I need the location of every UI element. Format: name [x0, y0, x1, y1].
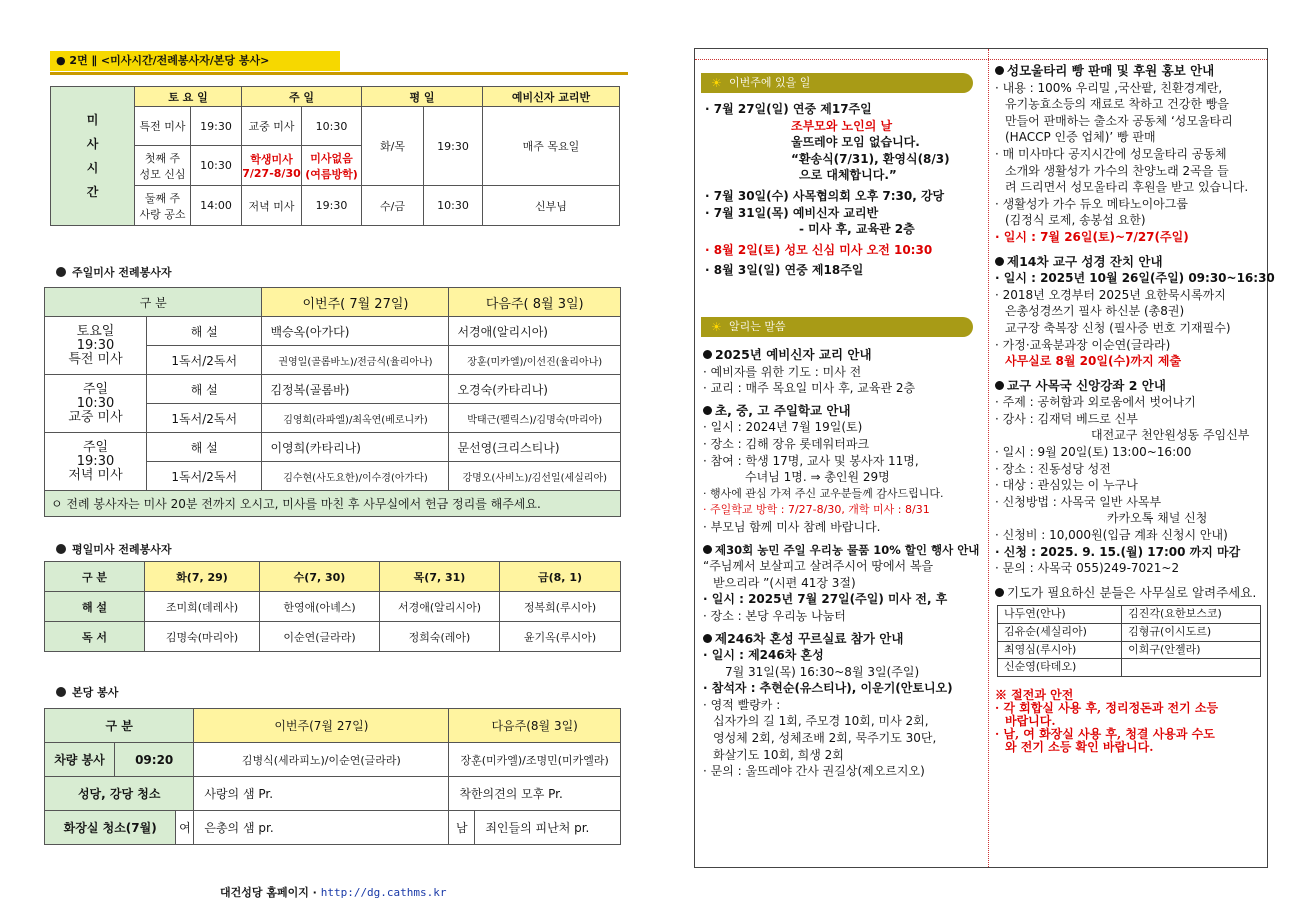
cell: 첫째 주 성모 신심 — [135, 146, 191, 186]
sunday-note: ㅇ 전례 봉사자는 미사 20분 전까지 오시고, 미사를 마친 후 사무실에서 헌금 정리를 해주세요. — [45, 491, 621, 517]
notice-line: 소개와 생활성가 가수의 찬양노래 2곡을 들 — [1005, 163, 1229, 178]
cell: 학생미사 7/27-8/30 — [242, 146, 302, 186]
notice-heading: 제30회 농민 주일 우리농 물품 10% 할인 행사 안내 — [703, 542, 979, 559]
notice-line: · 생활성가 가수 듀오 메타노이아그룹 — [995, 196, 1188, 211]
notice-line: · 일시 : 7월 26일(토)~7/27(주일) — [995, 229, 1189, 244]
notice-line: · 내용 : 100% 우리밀 ,국산팥, 친환경계란, — [995, 80, 1223, 95]
cell: 김정복(골롬바) — [262, 375, 449, 404]
top-divider — [695, 59, 1267, 60]
safety-line: 와 전기 소등 확인 바랍니다. — [1005, 739, 1154, 754]
notice-line: · 2018년 오경부터 2025년 요한묵시록까지 — [995, 287, 1226, 302]
cell: 서경애(알리시아) — [380, 592, 500, 622]
cell: 1독서/2독서 — [147, 346, 262, 375]
safety-line: ※ 절전과 안전 — [995, 687, 1074, 702]
notice-line: · 예비자를 위한 기도 : 미사 전 — [703, 364, 862, 379]
notice-line: · 교리 : 매주 목요일 미사 후, 교육관 2층 — [703, 381, 916, 396]
cell: 죄인들의 피난처 pr. — [475, 811, 621, 845]
notice-line: · 문의 : 사목국 055)249-7021~2 — [995, 561, 1180, 576]
row-label: 해 설 — [45, 592, 145, 622]
header-rule — [50, 72, 628, 75]
head-cell: 이번주(7월 27일) — [194, 709, 449, 743]
safety-line: · 각 회합실 사용 후, 정리정돈과 전기 소등 — [995, 700, 1219, 715]
footer-label: 대건성당 홈페이지 · — [220, 886, 317, 899]
notice-line: · 가정·교육분과장 이순연(글라라) — [995, 337, 1171, 352]
notice-line: (김정식 로제, 송봉섭 요한) — [1005, 213, 1146, 228]
notice-line: · 일시 : 2025년 10월 26일(주일) 09:30~16:30 — [995, 271, 1275, 286]
cell: 여 — [176, 811, 194, 845]
col-weekday: 평 일 — [362, 87, 483, 107]
cell: 김형규(이시도르) — [1122, 624, 1261, 642]
notice-heading: 제14차 교구 성경 잔치 안내 — [995, 254, 1275, 271]
notice-line: 받으리라 ”(시편 41장 3절) — [713, 575, 856, 590]
group-label: 주일 19:30 저녁 미사 — [45, 433, 147, 491]
cell: 김병식(세라피노)/이순연(글라라) — [194, 743, 449, 777]
notices-pill — [701, 317, 973, 337]
cell: 정희숙(레아) — [380, 622, 500, 652]
head-cell: 이번주( 7월 27일) — [262, 288, 449, 317]
cell: 윤기옥(루시아) — [500, 622, 621, 652]
cell: 오경숙(카타리나) — [449, 375, 621, 404]
cell: 14:00 — [191, 186, 242, 226]
notices-right — [995, 63, 1275, 754]
event-line: 조부모와 노인의 날 — [791, 118, 893, 133]
col-catechumen: 예비신자 교리반 — [483, 87, 620, 107]
section-header — [50, 49, 628, 75]
parish-service-title-text: 본당 봉사 — [72, 686, 119, 699]
cell: 김유순(세실리아) — [998, 624, 1122, 642]
cell: 장훈(미카엘)/이선진(율리아나) — [449, 346, 621, 375]
head-cell: 구 분 — [45, 709, 194, 743]
notices-left — [703, 347, 979, 780]
row-label: 09:20 — [115, 743, 194, 777]
this-week-pill-text: 이번주에 있을 일 — [729, 76, 811, 89]
sunday-servers-title-text: 주일미사 전례봉사자 — [72, 266, 172, 279]
sun-icon: ☀ — [711, 76, 722, 90]
cell: 미사없음 (여름방학) — [302, 146, 362, 186]
notice-heading: 기도가 필요하신 분들은 사무실로 알려주세요. — [995, 585, 1275, 602]
bullet-icon — [56, 687, 66, 697]
cell: 나두연(안나) — [998, 606, 1122, 624]
notice-line: · 매 미사마다 공지시간에 성모울타리 공동체 — [995, 146, 1227, 161]
cell: 저녁 미사 — [242, 186, 302, 226]
notice-line: · 일시 : 2025년 7월 27일(주일) 미사 전, 후 — [703, 592, 948, 607]
cell: 19:30 — [424, 107, 483, 186]
cell: 매주 목요일 — [483, 107, 620, 186]
cell: 이순연(글라라) — [260, 622, 380, 652]
cell: 권영일(골롬바노)/전금식(율리아나) — [262, 346, 449, 375]
notice-line: 영성체 2회, 성체조배 2회, 묵주기도 30단, — [713, 731, 937, 746]
cell: 문선영(크리스티나) — [449, 433, 621, 462]
cell: 최영심(루시아) — [998, 641, 1122, 659]
head-cell: 수(7, 30) — [260, 562, 380, 592]
notice-line: · 신청 : 2025. 9. 15.(월) 17:00 까지 마감 — [995, 544, 1241, 559]
notice-line: · 참여 : 학생 17명, 교사 및 봉사자 11명, — [703, 453, 919, 468]
sun-icon: ☀ — [711, 320, 722, 334]
notice-line: 사무실로 8월 20일(수)까지 제출 — [1005, 354, 1182, 369]
notice-line: · 행사에 관심 가져 주신 교우분들께 감사드립니다. — [703, 486, 944, 500]
cell: 해 설 — [147, 433, 262, 462]
sunday-servers-title — [56, 264, 171, 280]
cell: 서경애(알리시아) — [449, 317, 621, 346]
notice-heading: 제246차 혼성 꾸르실료 참가 안내 — [703, 631, 979, 648]
cell: 은총의 샘 pr. — [194, 811, 449, 845]
bullet-icon — [56, 544, 66, 554]
cell: 사랑의 샘 Pr. — [194, 777, 449, 811]
group-label: 토요일 19:30 특전 미사 — [45, 317, 147, 375]
notice-line: 은총성경쓰기 필사 하신분 (총8권) — [1005, 304, 1185, 319]
cell: 교중 미사 — [242, 107, 302, 146]
notice-line: 대전교구 천안원성동 주임신부 — [1091, 428, 1250, 443]
notice-line: · 영적 빨랑카 : — [703, 697, 781, 712]
notice-line: · 일시 : 9월 20일(토) 13:00~16:00 — [995, 445, 1192, 460]
notices-pill-text: 알리는 말씀 — [729, 320, 786, 333]
head-cell: 목(7, 31) — [380, 562, 500, 592]
head-cell: 다음주(8월 3일) — [449, 709, 621, 743]
cell: 김영희(라파엘)/최옥연(베로니카) — [262, 404, 449, 433]
notice-heading: 초, 중, 고 주일학교 안내 — [703, 403, 979, 420]
cell: 1독서/2독서 — [147, 404, 262, 433]
notice-line: · 장소 : 김해 장유 롯데워터파크 — [703, 436, 870, 451]
notice-line: 7월 31일(목) 16:30~8월 3일(주일) — [725, 664, 920, 679]
cell: 김수현(사도요한)/이수경(아가다) — [262, 462, 449, 491]
head-cell: 금(8, 1) — [500, 562, 621, 592]
cell: 해 설 — [147, 317, 262, 346]
notice-line: 만들어 판매하는 출소자 공동체 ‘성모울타리 — [1005, 113, 1233, 128]
cell: 착한의견의 모후 Pr. — [449, 777, 621, 811]
cell: 남 — [449, 811, 475, 845]
column-divider — [988, 49, 989, 867]
parish-service-title — [56, 684, 118, 700]
event-line: - 미사 후, 교육관 2층 — [799, 222, 915, 237]
head-cell: 구 분 — [45, 288, 262, 317]
event-line: · 8월 2일(토) 성모 신심 미사 오전 10:30 — [705, 242, 933, 257]
notice-line: · 일시 : 제246차 혼성 — [703, 648, 824, 663]
notice-line: (HACCP 인증 업체)’ 빵 판매 — [1005, 130, 1156, 145]
cell: 특전 미사 — [135, 107, 191, 146]
cell: 화/목 — [362, 107, 424, 186]
event-line: 으로 대체합니다.” — [799, 168, 897, 183]
cell: 10:30 — [191, 146, 242, 186]
notice-line: 수녀님 1명. ⇒ 총인원 29명 — [745, 470, 890, 485]
cell: 강명오(사비노)/김선일(세실리아) — [449, 462, 621, 491]
right-page — [694, 48, 1275, 868]
this-week-pill — [701, 73, 973, 93]
notice-line: · 주제 : 공허함과 외로움에서 벗어나기 — [995, 395, 1196, 410]
cell: 10:30 — [424, 186, 483, 226]
notice-line: · 참석자 : 추현순(유스티나), 이운기(안토니오) — [703, 681, 953, 696]
cell: 박태근(펠릭스)/김명숙(마리아) — [449, 404, 621, 433]
group-label: 주일 10:30 교중 미사 — [45, 375, 147, 433]
notice-heading: 2025년 예비신자 교리 안내 — [703, 347, 979, 364]
cell: 김명숙(마리아) — [145, 622, 260, 652]
cell: 백승옥(아가다) — [262, 317, 449, 346]
cell: 정복희(루시아) — [500, 592, 621, 622]
head-cell: 다음주( 8월 3일) — [449, 288, 621, 317]
head-cell: 화(7, 29) — [145, 562, 260, 592]
row-label: 독 서 — [45, 622, 145, 652]
safety-line: 바랍니다. — [1005, 713, 1056, 728]
cell: 신부님 — [483, 186, 620, 226]
cell: 신순영(타데오) — [998, 659, 1122, 677]
footer — [220, 884, 447, 900]
prayer-request-table — [997, 605, 1261, 676]
notice-line: 십자가의 길 1회, 주모경 10회, 미사 2회, — [713, 714, 929, 729]
weekday-servers-title-text: 평일미사 전례봉사자 — [72, 543, 172, 556]
notice-line: · 장소 : 진동성당 성전 — [995, 461, 1111, 476]
cell: 김진각(요한보스코) — [1122, 606, 1261, 624]
notice-line: 교구장 축복장 신청 (필사증 번호 기재필수) — [1005, 320, 1231, 335]
notice-line: · 부모님 함께 미사 참례 바랍니다. — [703, 519, 881, 534]
notice-line: 화살기도 10회, 희생 2회 — [713, 747, 844, 762]
notice-line: · 주일학교 방학 : 7/27-8/30, 개학 미사 : 8/31 — [703, 503, 930, 517]
safety-notice — [995, 689, 1275, 754]
mass-time-side-label: 미 사 시 간 — [51, 87, 135, 226]
notice-line: · 장소 : 본당 우리농 나눔터 — [703, 608, 846, 623]
bullet-icon — [56, 267, 66, 277]
week-events — [705, 101, 950, 279]
notice-line: “주님께서 보살피고 살려주시어 땅에서 복을 — [703, 559, 934, 574]
cell: 한영애(아녜스) — [260, 592, 380, 622]
section-header-badge: ● 2면 ∥ <미사시간/전례봉사자/본당 봉사> — [50, 51, 340, 71]
head-cell: 구 분 — [45, 562, 145, 592]
event-line: · 8월 3일(일) 연중 제18주일 — [705, 263, 864, 278]
notice-line: · 대상 : 관심있는 이 누구나 — [995, 478, 1138, 493]
mass-time-table — [50, 86, 620, 226]
notice-line: 유기농효소등의 재료로 착하고 건강한 빵을 — [1005, 97, 1229, 112]
notice-line: · 신청방법 : 사목국 일반 사목부 — [995, 494, 1162, 509]
weekday-servers-title — [56, 541, 171, 557]
cell: 19:30 — [302, 186, 362, 226]
cell: 조미희(데레사) — [145, 592, 260, 622]
cell: 수/금 — [362, 186, 424, 226]
notice-line: · 신청비 : 10,000원(입금 계좌 신청시 안내) — [995, 528, 1228, 543]
cell: 해 설 — [147, 375, 262, 404]
parish-service-table — [44, 708, 621, 845]
event-line: · 7월 31일(목) 예비신자 교리반 — [705, 205, 879, 220]
sunday-servers-table — [44, 287, 621, 517]
event-line: · 7월 30일(수) 사목협의회 오후 7:30, 강당 — [705, 188, 945, 203]
safety-line: · 남, 여 화장실 사용 후, 청결 사용과 수도 — [995, 726, 1215, 741]
notice-heading: 교구 사목국 신앙강좌 2 안내 — [995, 378, 1275, 395]
cell: 둘째 주 사랑 공소 — [135, 186, 191, 226]
cell: 장훈(미카엘)/조명민(미카엘라) — [449, 743, 621, 777]
col-saturday: 토 요 일 — [135, 87, 242, 107]
notice-line: · 일시 : 2024년 7월 19일(토) — [703, 420, 863, 435]
cell: 1독서/2독서 — [147, 462, 262, 491]
notice-line: 카카오톡 채널 신청 — [1107, 511, 1208, 526]
cell: 10:30 — [302, 107, 362, 146]
cell: 이희구(안젤라) — [1122, 641, 1261, 659]
row-label: 화장실 청소(7월) — [45, 811, 176, 845]
notice-heading: 성모울타리 빵 판매 및 후원 홍보 안내 — [995, 63, 1275, 80]
notice-line: 려 드리면서 성모울타리 후원을 받고 있습니다. — [1005, 180, 1249, 195]
cell — [1122, 659, 1261, 677]
notice-line: · 문의 : 울뜨레야 간사 권길상(제오르지오) — [703, 764, 925, 779]
cell: 19:30 — [191, 107, 242, 146]
row-label: 차량 봉사 — [45, 743, 115, 777]
homepage-link[interactable]: http://dg.cathms.kr — [320, 886, 447, 899]
row-label: 성당, 강당 청소 — [45, 777, 194, 811]
weekday-servers-table — [44, 561, 621, 652]
col-sunday: 주 일 — [242, 87, 362, 107]
event-line: 울뜨레야 모임 없습니다. — [791, 135, 920, 150]
notice-line: · 강사 : 김재덕 베드로 신부 — [995, 411, 1138, 426]
cell: 이영희(카타리나) — [262, 433, 449, 462]
event-line: “환송식(7/31), 환영식(8/3) — [791, 151, 950, 166]
event-line: · 7월 27일(일) 연중 제17주일 — [705, 102, 872, 116]
